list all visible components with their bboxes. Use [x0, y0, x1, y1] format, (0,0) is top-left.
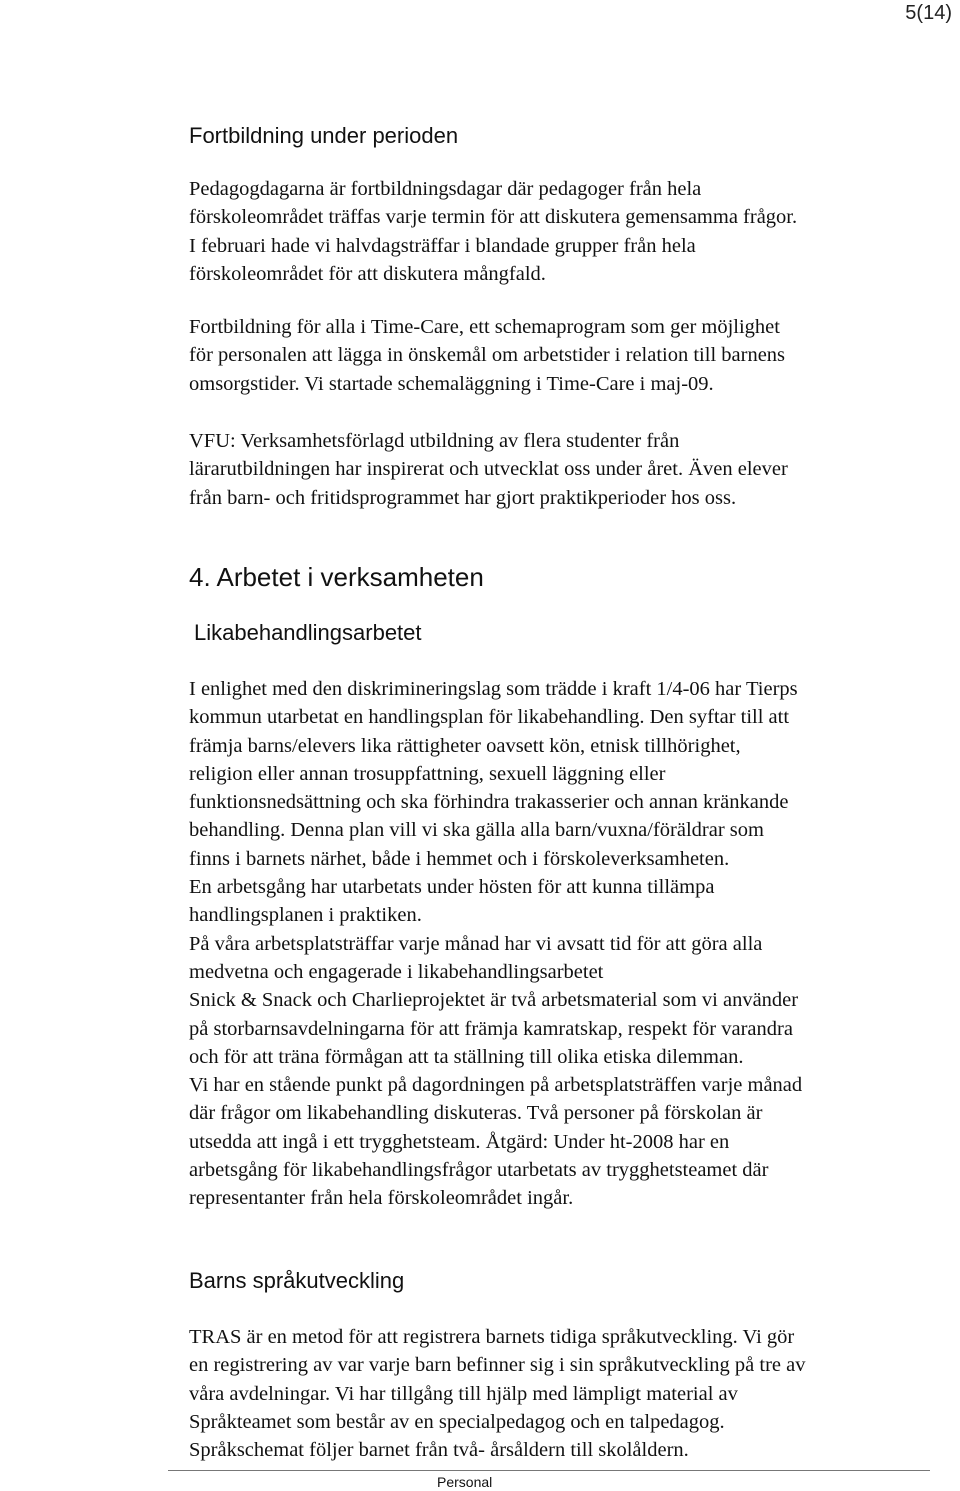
text-line: Språkteamet som består av en specialpedagog och en talpedagog. — [189, 1410, 725, 1433]
paragraph-likabehandling — [189, 675, 949, 1213]
text-line: där frågor om likabehandling diskuteras. Två personer på förskolan är — [189, 1102, 763, 1125]
paragraph-tras — [189, 1323, 949, 1464]
text-line: medvetna och engagerade i likabehandlingsarbetet — [189, 960, 604, 983]
section-heading-arbetet: 4. Arbetet i verksamheten — [189, 562, 484, 592]
text-line: Pedagogdagarna är fortbildningsdagar där pedagoger från hela — [189, 178, 702, 200]
section-heading-fortbildning: Fortbildning under perioden — [189, 123, 459, 148]
paragraph-time-care — [189, 313, 949, 398]
text-line: arbetsgång för likabehandlingsfrågor utarbetats av trygghetsteamet där — [189, 1159, 769, 1182]
text-line: På våra arbetsplatsträffar varje månad har vi avsatt tid för att göra alla — [189, 932, 763, 955]
text-line: och för att träna förmågan att ta ställning till olika etiska dilemman. — [189, 1045, 744, 1068]
text-line: våra avdelningar. Vi har tillgång till hjälp med lämpligt material av — [189, 1382, 738, 1405]
text-line: Fortbildning för alla i Time-Care, ett schemaprogram som ger möjlighet — [189, 316, 780, 338]
text-line: funktionsnedsättning och ska förhindra trakasserier och annan kränkande — [189, 791, 789, 814]
paragraph-vfu — [189, 427, 949, 512]
text-line: på storbarnsavdelningarna för att främja kamratskap, respekt för varandra — [189, 1017, 793, 1040]
footer-divider — [168, 1470, 930, 1471]
text-line: från barn- och fritidsprogrammet har gjort praktikperioder hos oss. — [189, 486, 737, 509]
text-line: behandling. Denna plan vill vi ska gälla alla barn/vuxna/föräldrar som — [189, 819, 764, 842]
text-line: finns i barnets närhet, både i hemmet och i förskoleverksamheten. — [189, 847, 730, 870]
text-line: VFU: Verksamhetsförlagd utbildning av flera studenter från — [189, 430, 680, 452]
text-line: förskoleområdet för att diskutera mångfald. — [189, 262, 546, 285]
text-line: Snick & Snack och Charlieprojektet är två arbetsmaterial som vi använder — [189, 989, 799, 1012]
subheading-likabehandling: Likabehandlingsarbetet — [194, 620, 422, 645]
text-line: handlingsplanen i praktiken. — [189, 904, 422, 927]
text-line: lärarutbildningen har inspirerat och utvecklat oss under året. Även elever — [189, 458, 788, 481]
text-line: En arbetsgång har utarbetats under hösten för att kunna tillämpa — [189, 876, 715, 899]
text-line: TRAS är en metod för att registrera barnets tidiga språkutveckling. Vi gör — [189, 1326, 795, 1348]
text-line: en registrering av var varje barn befinner sig i sin språkutveckling på tre av — [189, 1354, 806, 1377]
text-line: kommun utarbetat en handlingsplan för likabehandling. Den syftar till att — [189, 706, 790, 729]
paragraph-pedagogdagar — [189, 175, 949, 288]
text-line: I enlighet med den diskrimineringslag som trädde i kraft 1/4-06 har Tierps — [189, 678, 798, 700]
page-number: 5(14) — [905, 2, 952, 24]
text-line: förskoleområdet träffas varje termin för att diskutera gemensamma frågor. — [189, 206, 798, 229]
text-line: representanter från hela förskoleområdet ingår. — [189, 1187, 574, 1210]
text-line: religion eller annan trosuppfattning, sexuell läggning eller — [189, 762, 666, 785]
text-line: omsorgstider. Vi startade schemaläggning i Time-Care i maj-09. — [189, 372, 714, 395]
text-line: Språkschemat följer barnet från två- årsåldern till skolåldern. — [189, 1439, 689, 1462]
text-line: främja barns/elevers lika rättigheter oavsett kön, etnisk tillhörighet, — [189, 734, 741, 757]
text-line: utsedda att ingå i ett trygghetsteam. Åtgärd: Under ht-2008 har en — [189, 1130, 730, 1153]
section-heading-sprakutveckling: Barns språkutveckling — [189, 1268, 405, 1293]
text-line: Vi har en stående punkt på dagordningen på arbetsplatsträffen varje månad — [189, 1074, 803, 1097]
footer-label: Personal — [437, 1474, 493, 1490]
text-line: för personalen att lägga in önskemål om arbetstider i relation till barnens — [189, 344, 786, 367]
text-line: I februari hade vi halvdagsträffar i blandade grupper från hela — [189, 234, 696, 257]
